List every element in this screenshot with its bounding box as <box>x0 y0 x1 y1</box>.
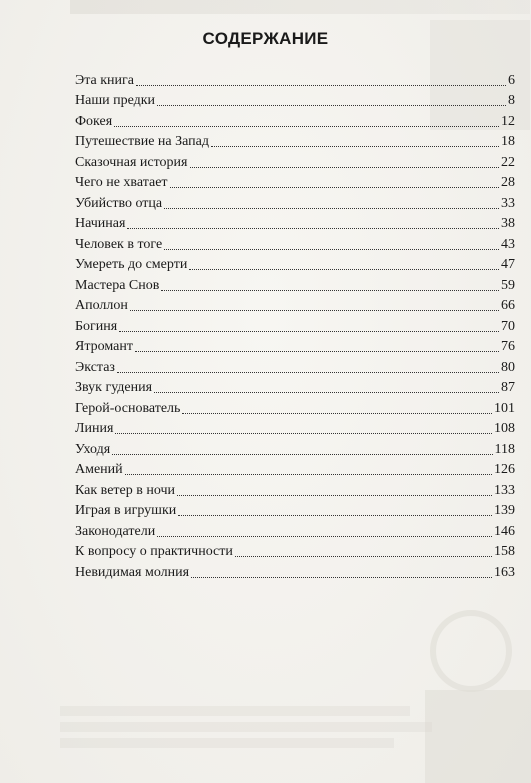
toc-leader-dots <box>235 556 492 557</box>
toc-entry-page-number: 12 <box>501 113 515 129</box>
toc-leader-dots <box>164 208 499 209</box>
toc-entry-page-number: 108 <box>494 421 515 436</box>
toc-leader-dots <box>112 454 492 455</box>
toc-entry <box>75 88 515 109</box>
toc-leader-dots <box>119 331 499 332</box>
toc-entry-title: Аполлон <box>75 298 128 313</box>
toc-entry-page-number: 33 <box>501 195 515 211</box>
toc-entry-page-number: 76 <box>501 339 515 354</box>
toc-entry-page-number: 8 <box>508 93 515 108</box>
toc-entry-title: Законодатели <box>75 523 156 539</box>
toc-leader-dots <box>135 351 499 352</box>
toc-entry-page-number: 59 <box>501 277 515 293</box>
toc-entry <box>75 354 515 375</box>
toc-entry-title: Фокея <box>75 113 113 129</box>
toc-leader-dots <box>211 146 499 147</box>
toc-leader-dots <box>117 372 499 373</box>
toc-entry-page-number: 163 <box>494 564 515 580</box>
toc-entry-title: Человек в тоге <box>75 236 163 252</box>
toc-entry-page-number: 139 <box>494 503 515 518</box>
toc-entry-page-number: 133 <box>494 482 515 498</box>
toc-entry-page-number: 6 <box>508 72 515 88</box>
toc-entry-title: Эта книга <box>75 72 134 88</box>
toc-leader-dots <box>136 85 506 86</box>
toc-entry-page-number: 38 <box>501 216 515 231</box>
toc-leader-dots <box>190 167 500 168</box>
toc-entry-title: Амений <box>75 462 123 477</box>
toc-entry <box>75 170 515 191</box>
toc-entry <box>75 190 515 211</box>
toc-entry <box>75 559 515 580</box>
toc-entry <box>75 313 515 334</box>
toc-entry-title: Играя в игрушки <box>75 503 177 518</box>
toc-entry <box>75 375 515 396</box>
toc-entry-page-number: 43 <box>501 236 515 252</box>
toc-entry-page-number: 118 <box>494 441 515 457</box>
toc-entry-page-number: 70 <box>501 318 515 334</box>
bleed-through-text <box>60 706 440 754</box>
toc-entry <box>75 539 515 560</box>
toc-leader-dots <box>157 105 506 106</box>
toc-entry-title: Богиня <box>75 318 118 334</box>
toc-entry-title: Ятромант <box>75 339 133 354</box>
toc-entry <box>75 252 515 273</box>
toc-entry-title: Убийство отца <box>75 195 163 211</box>
toc-entry <box>75 149 515 170</box>
toc-entry <box>75 436 515 457</box>
toc-entry-title: Мастера Снов <box>75 277 160 293</box>
page-title: СОДЕРЖАНИЕ <box>202 29 329 48</box>
toc-entry-title: Линия <box>75 421 114 436</box>
toc-leader-dots <box>115 433 492 434</box>
toc-leader-dots <box>127 228 499 229</box>
toc-entry <box>75 498 515 519</box>
toc-entry-title: Сказочная история <box>75 154 188 170</box>
toc-entry-page-number: 22 <box>501 154 515 170</box>
bleed-through-band <box>70 0 530 14</box>
toc-entry-title: Экстаз <box>75 359 115 375</box>
toc-entry-page-number: 80 <box>501 359 515 375</box>
toc-entry-title: Как ветер в ночи <box>75 482 176 498</box>
toc-leader-dots <box>178 515 492 516</box>
toc-leader-dots <box>189 269 499 270</box>
toc-leader-dots <box>177 495 492 496</box>
toc-entry <box>75 231 515 252</box>
toc-entry <box>75 518 515 539</box>
toc-entry-title: Уходя <box>75 441 111 457</box>
toc-leader-dots <box>170 187 499 188</box>
toc-entry-title: Начиная <box>75 216 126 231</box>
toc-entry-title: Невидимая молния <box>75 564 190 580</box>
toc-entry <box>75 67 515 88</box>
toc-leader-dots <box>161 290 499 291</box>
toc-leader-dots <box>154 392 499 393</box>
toc-leader-dots <box>130 310 499 311</box>
toc-entry-title: Звук гудения <box>75 380 153 395</box>
toc-entry-page-number: 158 <box>494 544 515 559</box>
toc-entry <box>75 334 515 355</box>
toc-entry-page-number: 28 <box>501 175 515 190</box>
toc-entry <box>75 211 515 232</box>
bleed-through-circle <box>430 610 512 692</box>
toc-leader-dots <box>114 126 499 127</box>
toc-leader-dots <box>182 413 492 414</box>
toc-entry <box>75 293 515 314</box>
toc-entry-page-number: 87 <box>501 380 515 395</box>
toc-entry-page-number: 146 <box>494 523 515 539</box>
toc-entry-page-number: 101 <box>494 400 515 416</box>
toc-entry-title: Наши предки <box>75 93 156 108</box>
table-of-contents <box>75 67 515 580</box>
toc-entry <box>75 272 515 293</box>
toc-entry <box>75 129 515 150</box>
toc-entry-title: Умереть до смерти <box>75 257 188 272</box>
toc-entry-title: Герой-основатель <box>75 400 181 416</box>
toc-entry <box>75 477 515 498</box>
toc-leader-dots <box>157 536 492 537</box>
toc-leader-dots <box>125 474 492 475</box>
toc-leader-dots <box>191 577 492 578</box>
toc-entry-page-number: 126 <box>494 462 515 477</box>
toc-entry-title: Чего не хватает <box>75 175 168 190</box>
toc-entry-page-number: 18 <box>501 134 515 149</box>
toc-entry <box>75 457 515 478</box>
toc-entry-page-number: 47 <box>501 257 515 272</box>
toc-entry <box>75 395 515 416</box>
toc-entry-page-number: 66 <box>501 298 515 313</box>
toc-entry <box>75 416 515 437</box>
bleed-through-image-bottom <box>425 690 531 783</box>
toc-entry-title: Путешествие на Запад <box>75 134 210 149</box>
toc-entry-title: К вопросу о практичности <box>75 544 233 559</box>
toc-leader-dots <box>164 249 499 250</box>
toc-entry <box>75 108 515 129</box>
